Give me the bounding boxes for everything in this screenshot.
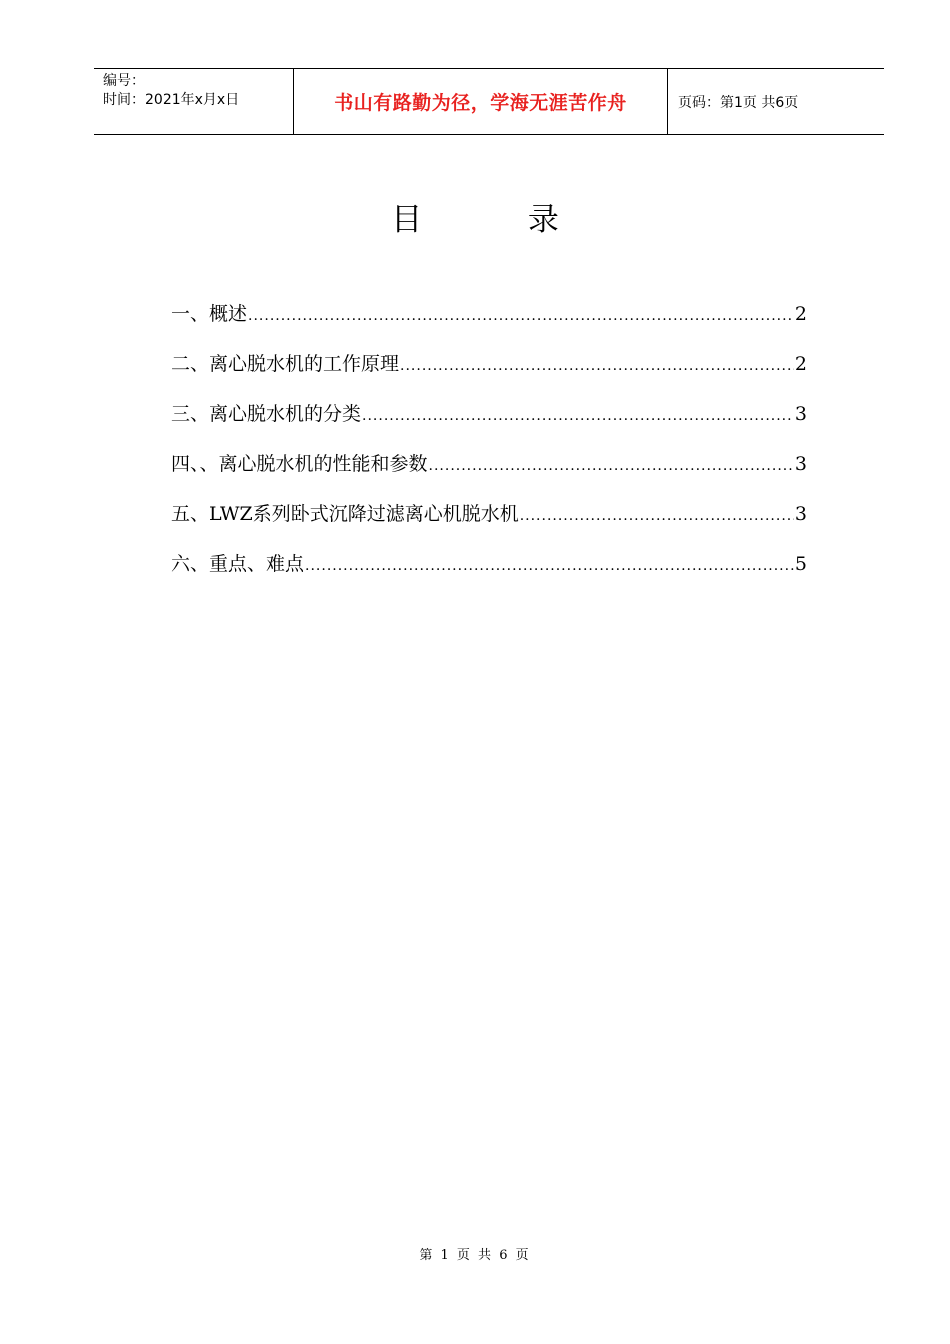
document-time: 时间：2021年x月x日 <box>103 92 240 108</box>
toc-entry-label: 四、、离心脱水机的性能和参数 <box>171 453 428 475</box>
toc-entry-label: 三、离心脱水机的分类 <box>171 403 362 425</box>
toc-entry[interactable] <box>171 396 807 446</box>
table-of-contents <box>171 296 807 596</box>
toc-entry-page: 5 <box>794 553 807 575</box>
header-motto: 书山有路勤为径，学海无涯苦作舟 <box>294 69 668 134</box>
toc-entry[interactable] <box>171 296 807 346</box>
toc-entry-page: 3 <box>794 453 807 475</box>
toc-entry[interactable] <box>171 446 807 496</box>
header-page-info: 页码：第1页 共6页 <box>678 94 799 111</box>
toc-entry-page: 3 <box>794 503 807 525</box>
toc-leader-dots <box>362 398 794 434</box>
toc-leader-dots <box>429 448 794 484</box>
toc-entry-page: 3 <box>794 403 807 425</box>
page-title: 目 录 <box>391 202 607 238</box>
toc-entry-page: 2 <box>794 353 807 375</box>
toc-leader-dots <box>400 348 794 384</box>
toc-entry[interactable] <box>171 346 807 396</box>
page-footer: 第 1 页 共 6 页 <box>419 1248 531 1263</box>
toc-leader-dots <box>248 298 794 334</box>
toc-entry[interactable] <box>171 546 807 596</box>
toc-entry-label: 五、LWZ系列卧式沉降过滤离心机脱水机 <box>171 503 519 525</box>
toc-entry-page: 2 <box>794 303 807 325</box>
toc-entry[interactable] <box>171 496 807 546</box>
toc-leader-dots <box>305 548 794 584</box>
toc-entry-label: 二、离心脱水机的工作原理 <box>171 353 400 375</box>
toc-entry-label: 六、重点、难点 <box>171 553 305 575</box>
document-number: 编号： <box>103 73 145 89</box>
toc-entry-label: 一、概述 <box>171 303 248 325</box>
toc-leader-dots <box>520 498 794 534</box>
header-meta <box>94 69 294 134</box>
page-header <box>94 68 884 135</box>
